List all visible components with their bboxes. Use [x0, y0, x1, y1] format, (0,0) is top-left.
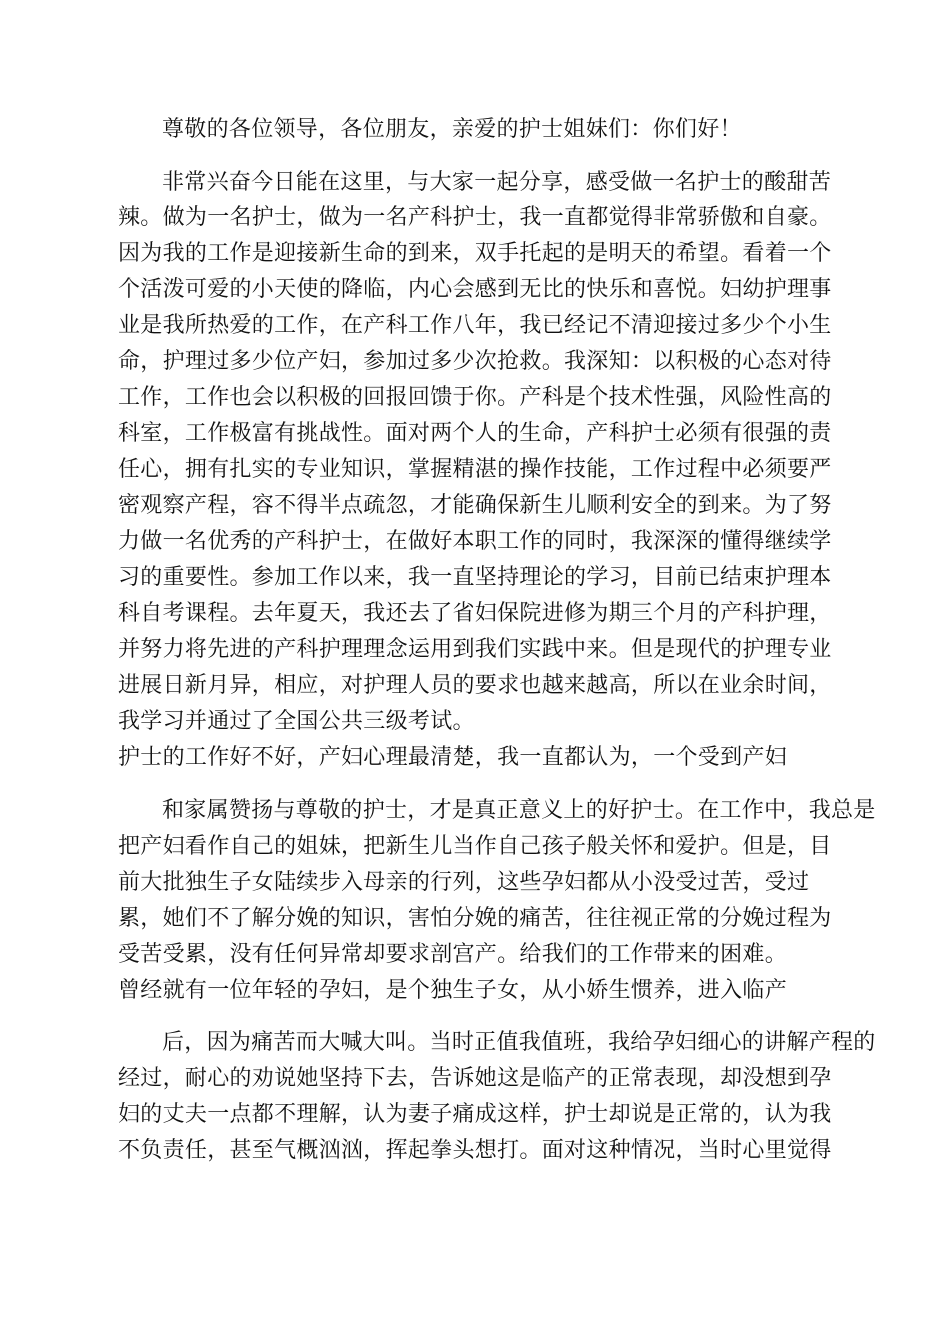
paragraph-1-line-5: 业是我所热爱的工作，在产科工作八年，我已经记不清迎接过多少个小生: [118, 313, 832, 338]
paragraph-2-line-1: 和家属赞扬与尊敬的护士，才是真正意义上的好护士。在工作中，我总是: [162, 798, 876, 823]
paragraph-3-line-4: 不负责任，甚至气概汹汹，挥起拳头想打。面对这种情况，当时心里觉得: [118, 1138, 832, 1163]
paragraph-1-line-13: 科自考课程。去年夏天，我还去了省妇保院进修为期三个月的产科护理，: [118, 601, 832, 626]
paragraph-3-line-1: 后，因为痛苦而大喊大叫。当时正值我值班，我给孕妇细心的讲解产程的: [162, 1030, 876, 1055]
paragraph-1-line-17: 护士的工作好不好，产妇心理最清楚，我一直都认为，一个受到产妇: [118, 745, 788, 770]
paragraph-1-line-1: 非常兴奋今日能在这里，与大家一起分享，感受做一名护士的酸甜苦: [162, 170, 832, 195]
paragraph-1-line-10: 密观察产程，容不得半点疏忽，才能确保新生儿顺利安全的到来。为了努: [118, 493, 832, 518]
paragraph-2-line-5: 受苦受累，没有任何异常却要求剖宫产。给我们的工作带来的困难。: [118, 942, 788, 967]
paragraph-3-line-2: 经过，耐心的劝说她坚持下去，告诉她这是临产的正常表现，却没想到孕: [118, 1066, 832, 1091]
paragraph-1-line-11: 力做一名优秀的产科护士，在做好本职工作的同时，我深深的懂得继续学: [118, 529, 832, 554]
paragraph-3-line-3: 妇的丈夫一点都不理解，认为妻子痛成这样，护士却说是正常的，认为我: [118, 1102, 832, 1127]
paragraph-1-line-7: 工作，工作也会以积极的回报回馈于你。产科是个技术性强，风险性高的: [118, 385, 832, 410]
paragraph-1-line-16: 我学习并通过了全国公共三级考试。: [118, 709, 475, 734]
paragraph-1-line-4: 个活泼可爱的小天使的降临，内心会感到无比的快乐和喜悦。妇幼护理事: [118, 277, 832, 302]
paragraph-1-line-14: 并努力将先进的产科护理理念运用到我们实践中来。但是现代的护理专业: [118, 637, 832, 662]
paragraph-1-line-8: 科室，工作极富有挑战性。面对两个人的生命，产科护士必须有很强的责: [118, 421, 832, 446]
paragraph-1-line-3: 因为我的工作是迎接新生命的到来，双手托起的是明天的希望。看着一个: [118, 241, 832, 266]
paragraph-1-line-9: 任心，拥有扎实的专业知识，掌握精湛的操作技能，工作过程中必须要严: [118, 457, 832, 482]
paragraph-1-line-6: 命，护理过多少位产妇，参加过多少次抢救。我深知：以积极的心态对待: [118, 349, 832, 374]
paragraph-2-line-2: 把产妇看作自己的姐妹，把新生儿当作自己孩子般关怀和爱护。但是，目: [118, 834, 832, 859]
paragraph-1-line-12: 习的重要性。参加工作以来，我一直坚持理论的学习，目前已结束护理本: [118, 565, 832, 590]
greeting-line: 尊敬的各位领导，各位朋友，亲爱的护士姐妹们：你们好！: [162, 117, 742, 142]
paragraph-2-line-6: 曾经就有一位年轻的孕妇，是个独生子女，从小娇生惯养，进入临产: [118, 978, 788, 1003]
paragraph-2-line-3: 前大批独生子女陆续步入母亲的行列，这些孕妇都从小没受过苦，受过: [118, 870, 810, 895]
paragraph-2-line-4: 累，她们不了解分娩的知识，害怕分娩的痛苦，往往视正常的分娩过程为: [118, 906, 832, 931]
paragraph-3-line-5: [118, 1166, 838, 1208]
paragraph-1-line-15: 进展日新月异，相应，对护理人员的要求也越来越高，所以在业余时间，: [118, 673, 832, 698]
paragraph-1-line-2: 辣。做为一名护士，做为一名产科护士，我一直都觉得非常骄傲和自豪。: [118, 205, 832, 230]
